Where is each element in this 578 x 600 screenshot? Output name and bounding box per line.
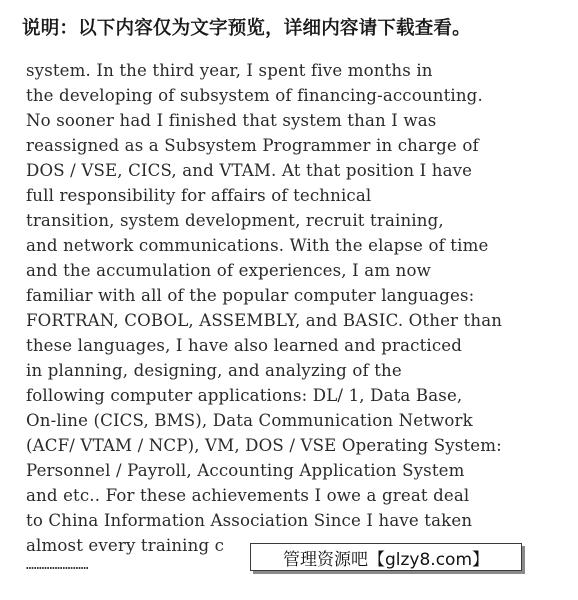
site-watermark-label: 管理资源吧【glzy8.com】 — [250, 543, 522, 571]
document-line: FORTRAN, COBOL, ASSEMBLY, and BASIC. Other than — [26, 311, 503, 330]
document-line: transition, system development, recruit training, — [26, 211, 444, 230]
document-line: DOS / VSE, CICS, and VTAM. At that position I have — [26, 161, 473, 180]
document-line: following computer applications: DL/ 1, Data Base, — [26, 386, 463, 405]
document-line: in planning, designing, and analyzing of the — [26, 361, 402, 380]
document-line: system. In the third year, I spent five months in — [26, 61, 433, 80]
document-line: No sooner had I finished that system than I was — [26, 111, 437, 130]
document-line: these languages, I have also learned and practiced — [26, 336, 463, 355]
document-line: full responsibility for affairs of technical — [26, 186, 372, 205]
document-line: to China Information Association Since I have taken — [26, 511, 473, 530]
document-line: and the accumulation of experiences, I am now — [26, 261, 431, 280]
document-line: the developing of subsystem of financing-accounting. — [26, 86, 483, 105]
document-line: familiar with all of the popular computer languages: — [26, 286, 475, 305]
document-line: and network communications. With the elapse of time — [26, 236, 489, 255]
document-line: and etc.. For these achievements I owe a great deal — [26, 486, 470, 505]
preview-notice: 说明：以下内容仅为文字预览，详细内容请下载查看。 — [22, 18, 471, 39]
truncation-dots: …………………… — [26, 558, 89, 573]
document-line: almost every training c — [26, 536, 225, 555]
document-line: (ACF/ VTAM / NCP), VM, DOS / VSE Operating System: — [26, 436, 502, 455]
document-line: Personnel / Payroll, Accounting Application System — [26, 461, 465, 480]
document-line: On-line (CICS, BMS), Data Communication Network — [26, 411, 473, 430]
document-body — [26, 58, 571, 558]
document-line: reassigned as a Subsystem Programmer in charge of — [26, 136, 479, 155]
